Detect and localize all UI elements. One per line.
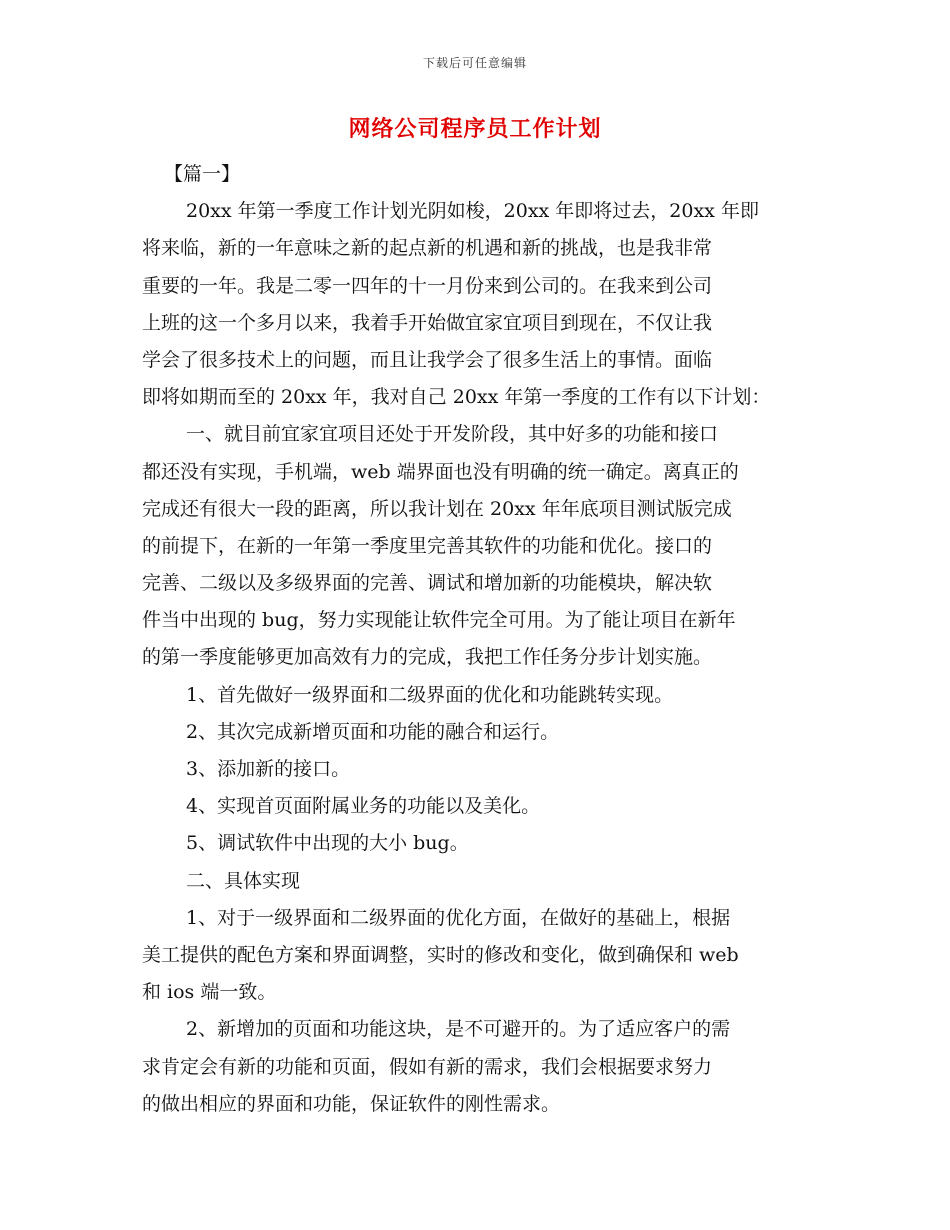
text-line: 的前提下，在新的一年第一季度里完善其软件的功能和优化。接口的 (142, 534, 713, 557)
text-line: 美工提供的配色方案和界面调整，实时的修改和变化，做到确保和 web (142, 943, 739, 966)
text-line: 一、就目前宜家宜项目还处于开发阶段，其中好多的功能和接口 (186, 423, 719, 446)
paragraph (142, 900, 832, 1012)
text-line: 5、调试软件中出现的大小 bug。 (186, 832, 469, 855)
text-line: 20xx 年第一季度工作计划光阴如梭，20xx 年即将过去，20xx 年即 (186, 200, 759, 223)
text-line: 1、对于一级界面和二级界面的优化方面，在做好的基础上，根据 (186, 906, 731, 929)
text-line: 学会了很多技术上的问题，而且让我学会了很多生活上的事情。面临 (142, 348, 713, 371)
text-line: 二、具体实现 (186, 869, 301, 892)
paragraph (142, 825, 832, 862)
text-line: 4、实现首页面附属业务的功能以及美化。 (186, 795, 541, 818)
text-line: 件当中出现的 bug，努力实现能让软件完全可用。为了能让项目在新年 (142, 609, 736, 632)
text-line: 完善、二级以及多级界面的完善、调试和增加新的功能模块，解决软 (142, 572, 713, 595)
text-line: 即将如期而至的 20xx 年，我对自己 20xx 年第一季度的工作有以下计划： (142, 386, 771, 409)
text-line: 的第一季度能够更加高效有力的完成，我把工作任务分步计划实施。 (142, 646, 713, 669)
text-line: 2、新增加的页面和功能这块，是不可避开的。为了适应客户的需 (186, 1018, 731, 1041)
text-line: 都还没有实现，手机端，web 端界面也没有明确的统一确定。离真正的 (142, 460, 739, 483)
text-line: 上班的这一个多月以来，我着手开始做宜家宜项目到现在，不仅让我 (142, 311, 713, 334)
text-line: 的做出相应的界面和功能，保证软件的刚性需求。 (142, 1092, 561, 1115)
document-title: 网络公司程序员工作计划 (348, 116, 602, 142)
text-line: 重要的一年。我是二零一四年的十一月份来到公司的。在我来到公司 (142, 274, 713, 297)
header-note: 下载后可任意编辑 (422, 56, 527, 70)
section-label: 【篇一】 (164, 163, 241, 185)
text-line: 3、添加新的接口。 (186, 758, 351, 780)
text-line: 将来临，新的一年意味之新的起点新的机遇和新的挑战，也是我非常 (142, 237, 713, 260)
paragraph (142, 714, 832, 751)
text-line: 和 ios 端一致。 (142, 981, 277, 1004)
paragraph (142, 193, 832, 416)
paragraph (142, 677, 832, 714)
text-line: 1、首先做好一级界面和二级界面的优化和功能跳转实现。 (186, 683, 674, 706)
document-body (142, 156, 832, 1123)
paragraph (142, 788, 832, 825)
text-line: 求肯定会有新的功能和页面，假如有新的需求，我们会根据要求努力 (142, 1055, 713, 1078)
paragraph (142, 1011, 832, 1123)
paragraph-list (142, 193, 832, 1123)
paragraph (142, 863, 832, 900)
paragraph (142, 416, 832, 676)
text-line: 2、其次完成新增页面和功能的融合和运行。 (186, 720, 560, 743)
paragraph (142, 751, 832, 788)
text-line: 完成还有很大一段的距离，所以我计划在 20xx 年年底项目测试版完成 (142, 497, 732, 520)
